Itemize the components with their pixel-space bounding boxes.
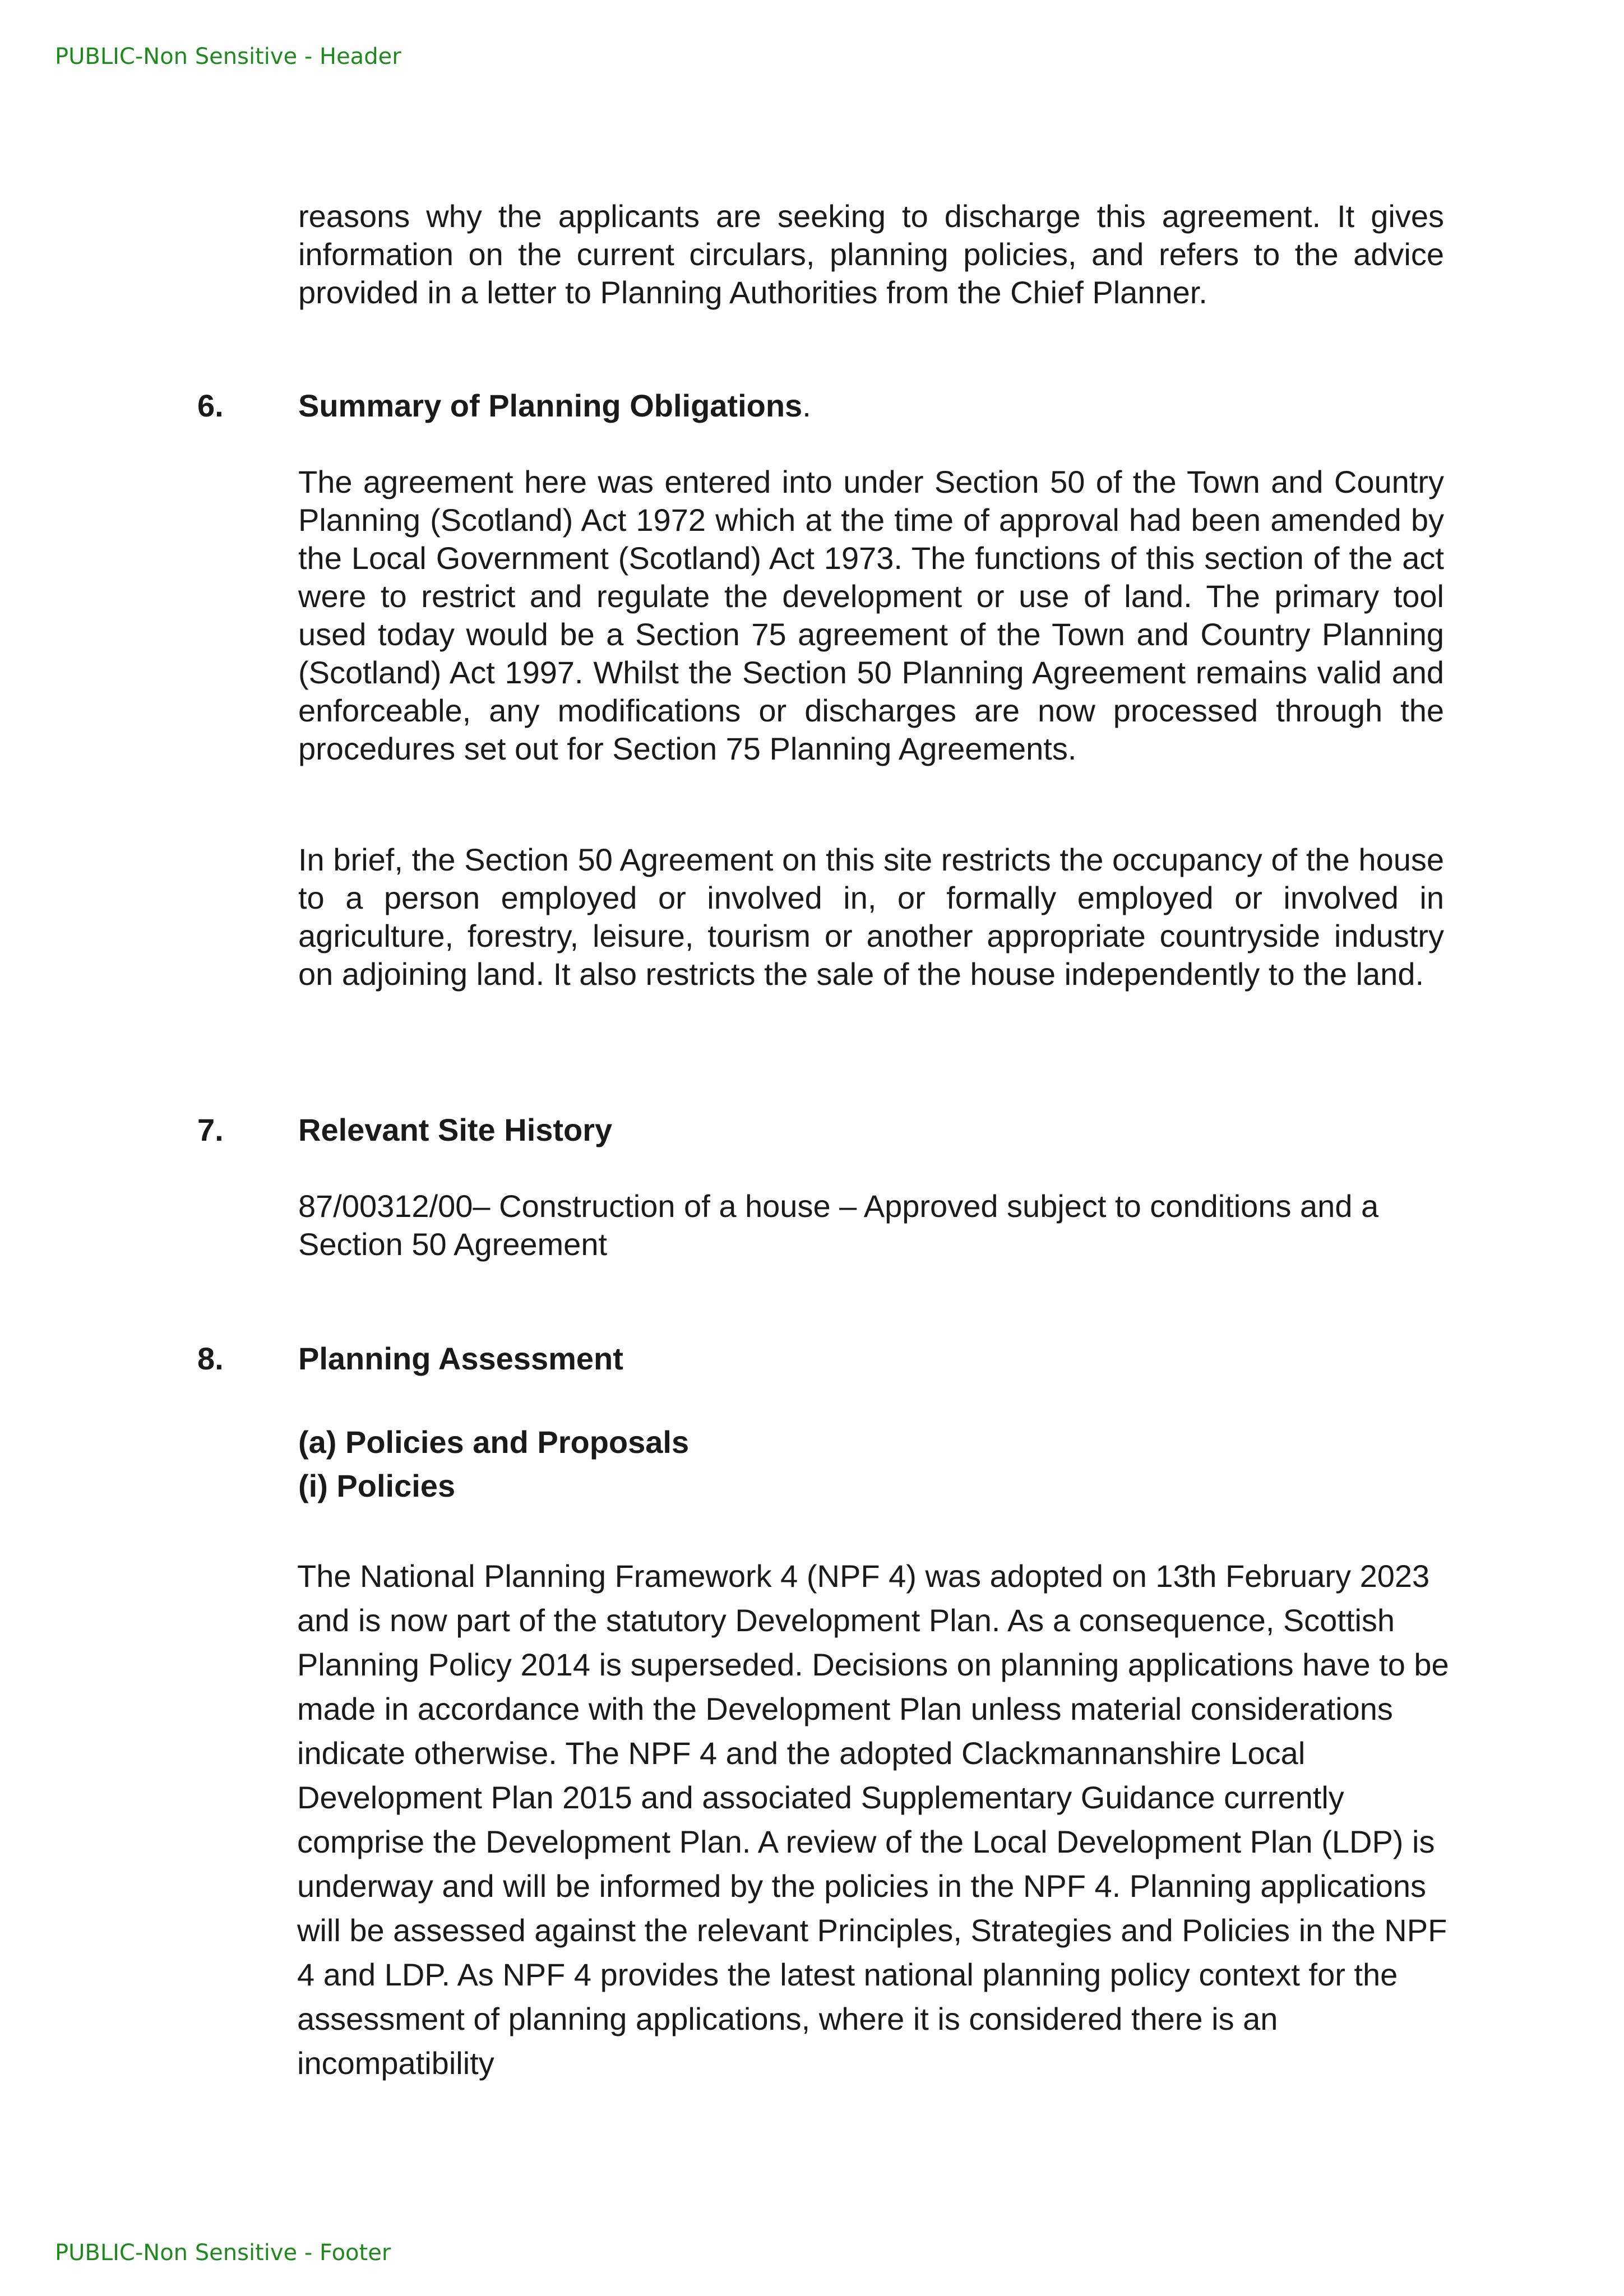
section-7-title: Relevant Site History (298, 1112, 613, 1147)
section-6-title-suffix: . (802, 388, 811, 423)
section-7-paragraph-1: 87/00312/00– Construction of a house – Approved subject to conditions and a Section 50 Agreement (298, 1188, 1379, 1262)
section-7-number: 7. (197, 1112, 224, 1147)
section-8-title: Planning Assessment (298, 1341, 623, 1376)
section-6-title: Summary of Planning Obligations (298, 388, 803, 423)
subheading-policies-and-proposals: (a) Policies and Proposals (298, 1424, 690, 1460)
header-classification-banner: PUBLIC-Non Sensitive - Header (55, 44, 401, 70)
section-6-number: 6. (197, 388, 224, 423)
section-8-paragraph-1: The National Planning Framework 4 (NPF 4) was adopted on 13th February 2023 and is now part of the statutory Development Plan. As a consequence, Scottish Planning Policy 2014 is superseded. Decisions on planning applications have to be made in accordance with the Development Plan unless material considerations indicate otherwise. The NPF 4 and the adopted Clackmannanshire Local Development Plan 2015 and associated Supplementary Guidance currently comprise the Development Plan. A review of the Local Development Plan (LDP) is underway and will be informed by the policies in the NPF 4. Planning applications will be assessed against the relevant Principles, Strategies and Policies in the NPF 4 and LDP. As NPF 4 provides the latest national planning policy context for the assessment of planning applications, where it is considered there is an incompatibility (297, 1558, 1449, 2081)
section-6-paragraph-2: In brief, the Section 50 Agreement on this site restricts the occupancy of the house to a person employed or involved in, or formally employed or involved in agriculture, forestry, leisure, tourism or another appropriate countryside industry on adjoining land. It also restricts the sale of the house independently to the land. (298, 842, 1444, 992)
section-8-number: 8. (197, 1341, 224, 1376)
intro-continuation-paragraph: reasons why the applicants are seeking to discharge this agreement. It gives information on the current circulars, planning policies, and refers to the advice provided in a letter to Planning Authorities from the Chief Planner. (298, 198, 1444, 310)
section-6-paragraph-1: The agreement here was entered into under Section 50 of the Town and Country Planning (Scotland) Act 1972 which at the time of approval had been amended by the Local Government (Scotland) Act 1973. The functions of this section of the act were to restrict and regulate the development or use of land. The primary tool used today would be a Section 75 agreement of the Town and Country Planning (Scotland) Act 1997. Whilst the Section 50 Planning Agreement remains valid and enforceable, any modifications or discharges are now processed through the procedures set out for Section 75 Planning Agreements. (298, 464, 1444, 766)
subheading-policies: (i) Policies (298, 1468, 456, 1503)
footer-classification-banner: PUBLIC-Non Sensitive - Footer (55, 2240, 391, 2266)
